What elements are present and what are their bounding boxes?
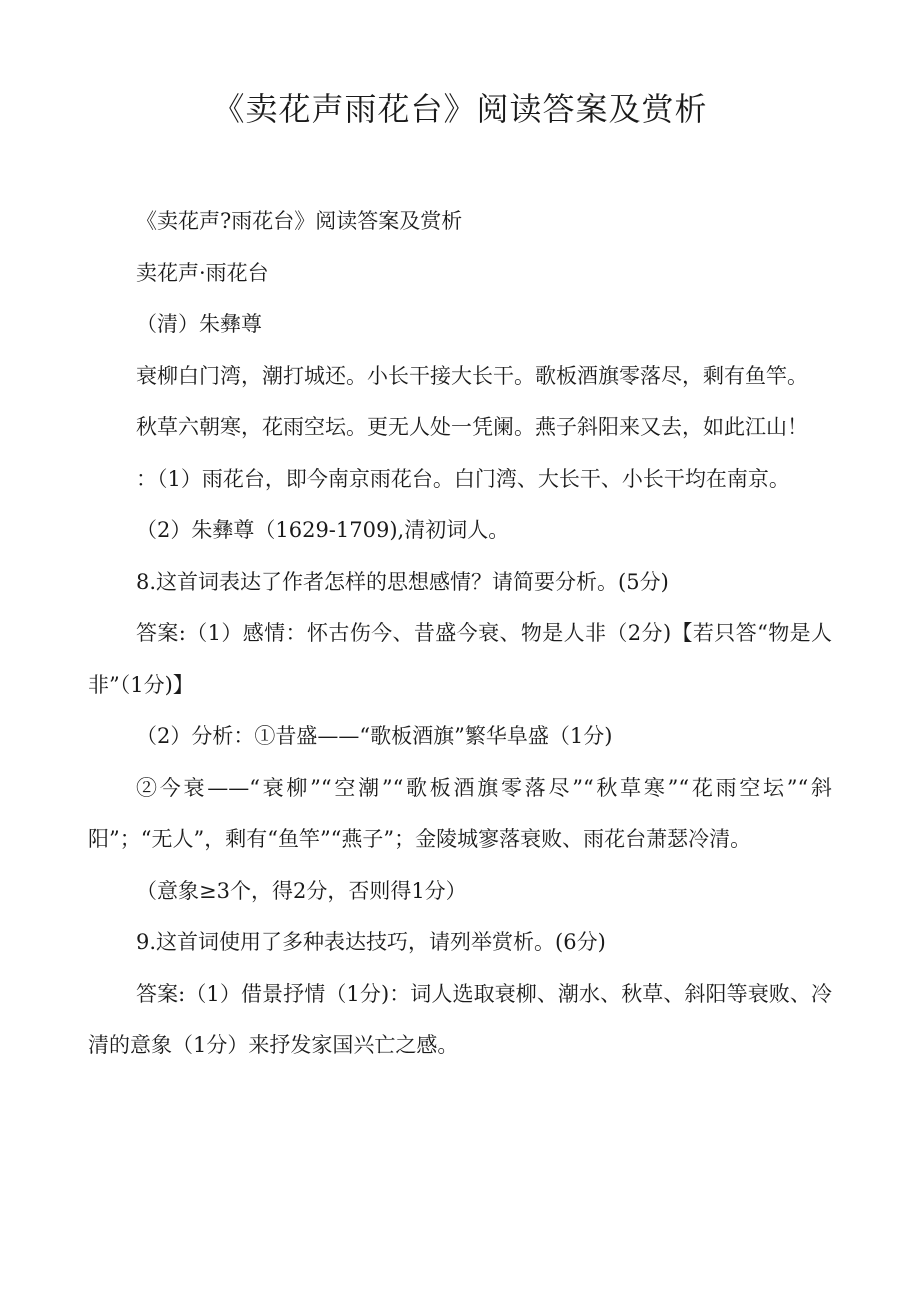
document-body: [88, 196, 832, 1072]
paragraph-question-8: 8.这首词表达了作者怎样的思想感情？请简要分析。(5分): [136, 569, 669, 594]
paragraph-answer-8-scoring: （意象≥3个，得2分，否则得1分）: [136, 878, 467, 903]
paragraph-answer-8-3: ②今衰——“衰柳”“空潮”“歌板酒旗零落尽”“秋草寒”“花雨空坛”“斜阳”；“无人”，剩有“鱼竿”“燕子”；金陵城寥落衰败、雨花台萧瑟冷清。: [88, 775, 832, 851]
paragraph-poem-title: 卖花声·雨花台: [136, 260, 269, 285]
paragraph-answer-9-1: 答案:（1）借景抒情（1分)：词人选取衰柳、潮水、秋草、斜阳等衰败、冷清的意象（1分）来抒发家国兴亡之感。: [88, 981, 832, 1057]
paragraph-heading: 《卖花声?雨花台》阅读答案及赏析: [136, 209, 463, 233]
paragraph-answer-8-1: 答案:（1）感情：怀古伤今、昔盛今衰、物是人非（2分)【若只答“物是人非”（1分)】: [88, 621, 832, 697]
paragraph-author: （清）朱彝尊: [136, 312, 262, 336]
paragraph-answer-8-2: （2）分析：①昔盛——“歌板酒旗”繁华阜盛（1分): [136, 724, 613, 748]
paragraph-poem-stanza-2: 秋草六朝寒，花雨空坛。更无人处一凭阑。燕子斜阳来又去，如此江山！: [136, 415, 808, 439]
paragraph-question-9: 9.这首词使用了多种表达技巧，请列举赏析。(6分): [136, 930, 606, 954]
paragraph-note-1: ：（1）雨花台，即今南京雨花台。白门湾、大长干、小长干均在南京。: [136, 466, 790, 491]
paragraph-note-2: （2）朱彝尊（1629-1709),清初词人。: [136, 518, 510, 542]
document-title: 《卖花声雨花台》阅读答案及赏析: [212, 90, 708, 128]
paragraph-poem-stanza-1: 衰柳白门湾，潮打城还。小长干接大长干。歌板酒旗零落尽，剩有鱼竿。: [136, 363, 808, 388]
